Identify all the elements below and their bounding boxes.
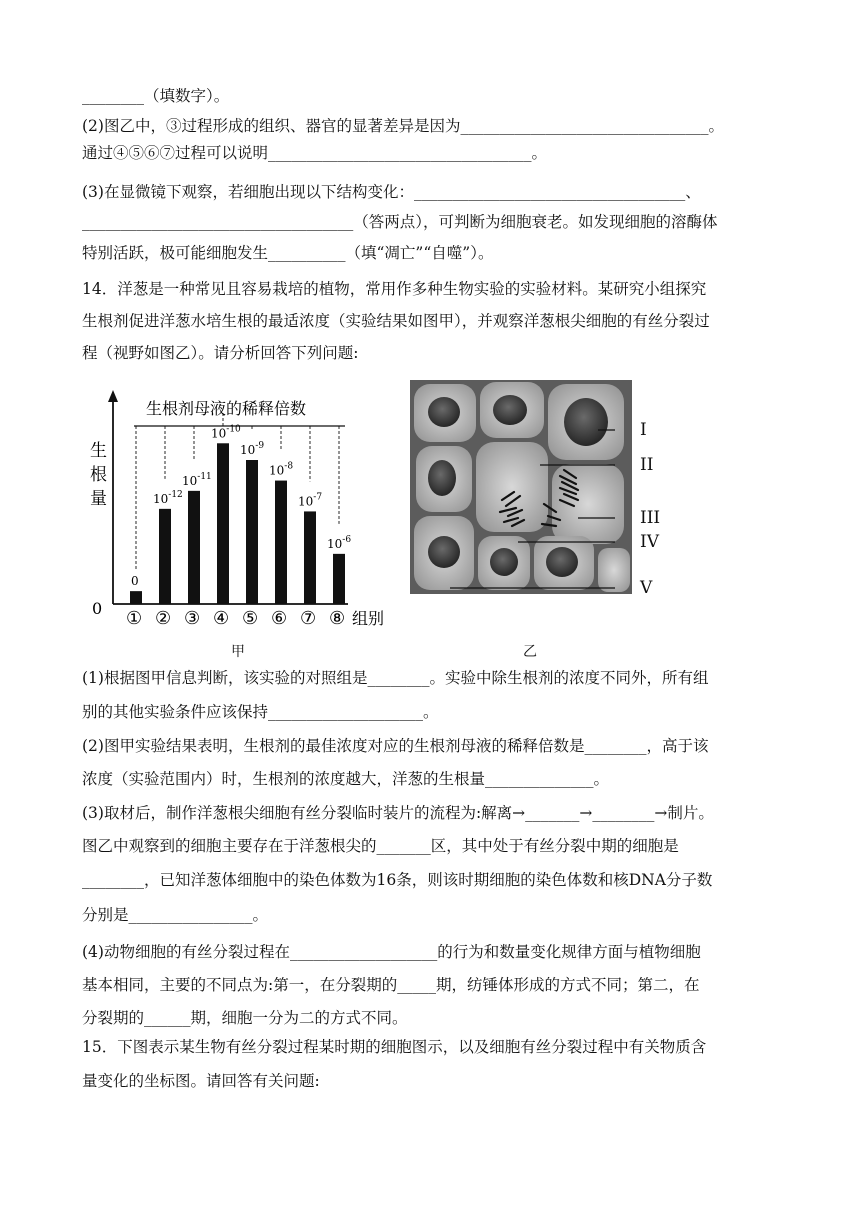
text-line: ________（填数字）。: [82, 87, 230, 105]
bar-label: 0: [131, 574, 139, 589]
micrograph-label: V: [640, 578, 653, 598]
text-line: (4)动物细胞的有丝分裂过程在___________________的行为和数量变化规律方面与植物细胞: [82, 943, 701, 961]
origin-label: 0: [92, 599, 103, 618]
category-label: ⑧: [329, 608, 346, 629]
bar: [159, 509, 171, 604]
text-line: (2)图甲实验结果表明，生根剂的最佳浓度对应的生根剂母液的稀释倍数是________，高于该: [82, 737, 709, 755]
bar: [217, 443, 229, 604]
micrograph-label: III: [640, 508, 661, 528]
bar-label: $10^{-7}$: [298, 492, 323, 509]
text-line: 量变化的坐标图。请回答有关问题:: [82, 1072, 320, 1090]
bar-label: $10^{-11}$: [182, 471, 212, 488]
category-label: ⑤: [242, 608, 259, 629]
y-axis-label-char: 生: [90, 441, 107, 461]
text-line: 14．洋葱是一种常见且容易栽培的植物，常用作多种生物实验的实验材料。某研究小组探究: [82, 280, 707, 298]
text-line: ________，已知洋葱体细胞中的染色体数为16条，则该时期细胞的染色体数和核DNA分子数: [82, 871, 713, 889]
category-label: ⑥: [271, 608, 288, 629]
chart-title: 生根剂母液的稀释倍数: [146, 399, 307, 418]
bar-label: $10^{-10}$: [211, 424, 241, 441]
text-line: (1)根据图甲信息判断，该实验的对照组是________。实验中除生根剂的浓度不同外，所有组: [82, 669, 709, 687]
y-axis-label-char: 量: [90, 489, 107, 509]
text-line: 程（视野如图乙）。请分析回答下列问题:: [82, 344, 359, 362]
bar-label: $10^{-6}$: [327, 534, 352, 551]
text-line: (2)图乙中，③过程形成的组织、器官的显著差异是因为________________________________。: [82, 117, 724, 135]
text-line: 浓度（实验范围内）时，生根剂的浓度越大，洋葱的生根量______________。: [82, 770, 610, 788]
category-label: ①: [126, 608, 143, 629]
category-label: ④: [213, 608, 230, 629]
y-axis-label-char: 根: [90, 465, 107, 485]
micrograph-label: IV: [640, 532, 659, 552]
bar-label: $10^{-12}$: [153, 489, 183, 506]
text-line: 图乙中观察到的细胞主要存在于洋葱根尖的_______区，其中处于有丝分裂中期的细胞是: [82, 837, 679, 855]
figure-jia-caption: 甲: [231, 644, 245, 660]
figure-yi-micrograph: [410, 380, 632, 594]
text-line: 通过④⑤⑥⑦过程可以说明__________________________________。: [82, 144, 548, 162]
y-axis-label-group: [90, 441, 107, 509]
x-axis-label: 组别: [352, 609, 385, 628]
micrograph-label: II: [640, 455, 654, 475]
text-line: (3)在显微镜下观察，若细胞出现以下结构变化：___________________________________、: [82, 183, 701, 201]
text-line: 基本相同，主要的不同点为:第一，在分裂期的_____期，纺锤体形成的方式不同；第二，在: [82, 976, 700, 994]
text-line: 生根剂促进洋葱水培生根的最适浓度（实验结果如图甲），并观察洋葱根尖细胞的有丝分裂过: [82, 312, 710, 330]
text-line: 特别活跃，极可能细胞发生__________（填“凋亡”“自噬”）。: [82, 244, 494, 262]
category-label: ②: [155, 608, 172, 629]
category-label: ⑦: [300, 608, 317, 629]
bar: [130, 591, 142, 604]
text-line: (3)取材后，制作洋葱根尖细胞有丝分裂临时装片的流程为:解离→_______→________→制片。: [82, 804, 714, 822]
text-line: 分别是________________。: [82, 906, 269, 924]
figure-jia-bar-chart: [86, 384, 396, 636]
text-line: 别的其他实验条件应该保持____________________。: [82, 703, 439, 721]
bar-label: $10^{-9}$: [240, 441, 265, 457]
text-line: 15．下图表示某生物有丝分裂过程某时期的细胞图示，以及细胞有丝分裂过程中有关物质含: [82, 1038, 707, 1056]
bar-label: $10^{-8}$: [269, 461, 294, 478]
figure-yi-caption: 乙: [523, 644, 537, 660]
micrograph-label: I: [640, 420, 647, 440]
bar: [333, 554, 345, 604]
bar: [275, 481, 287, 604]
category-label: ③: [184, 608, 201, 629]
text-line: 分裂期的______期，细胞一分为二的方式不同。: [82, 1009, 408, 1027]
bar: [188, 491, 200, 604]
y-axis-arrow: [108, 390, 118, 402]
bar: [246, 460, 258, 604]
bar: [304, 511, 316, 604]
text-line: ___________________________________（答两点），可判断为细胞衰老。如发现细胞的溶酶体: [82, 213, 718, 231]
